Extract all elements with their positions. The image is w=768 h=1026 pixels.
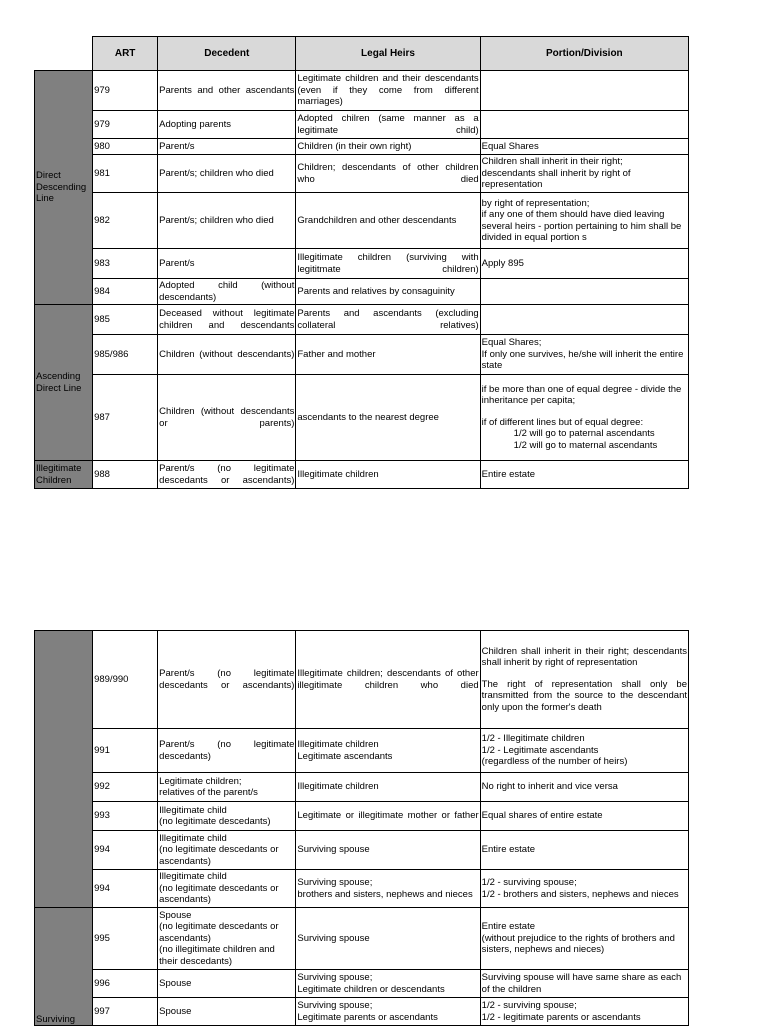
heirs-cell: Legitimate or illegitimate mother or father	[296, 802, 480, 831]
table-row	[35, 335, 689, 375]
decedent-cell: Illegitimate child (no legitimate descedants or ascendants)	[158, 831, 296, 870]
header-portion: Portion/Division	[480, 37, 688, 71]
decedent-cell: Children (without descendants or parents)	[158, 375, 296, 461]
portion-cell: Equal Shares	[480, 139, 688, 155]
portion-cell: Children shall inherit in their right; descendants shall inherit by right of representation	[480, 155, 688, 193]
decedent-cell: Parents and other ascendants	[158, 71, 296, 111]
decedent-cell: Parent/s	[158, 139, 296, 155]
heirs-cell: Illegitimate children (surviving with legititmate children)	[296, 249, 480, 279]
decedent-cell: Parent/s (no legitimate descedants)	[158, 729, 296, 773]
table-row	[35, 375, 689, 461]
portion-cell: Surviving spouse will have same share as each of the children	[480, 970, 688, 998]
decedent-cell: Illegitimate child (no legitimate descedants)	[158, 802, 296, 831]
portion-cell: Equal shares of entire estate	[480, 802, 688, 831]
art-cell: 994	[93, 831, 158, 870]
art-cell: 997	[93, 998, 158, 1026]
portion-cell: Entire estate	[480, 831, 688, 870]
heirs-cell: ascendants to the nearest degree	[296, 375, 480, 461]
decedent-cell: Parent/s; children who died	[158, 193, 296, 249]
portion-cell: Entire estate (without prejudice to the rights of brothers and sisters, nephews and nieces)	[480, 908, 688, 970]
table-row	[35, 71, 689, 111]
heirs-cell: Illegitimate children; descendants of other illegitimate children who died	[296, 631, 480, 729]
category-illegitimate: Illegitimate Children	[35, 461, 93, 489]
art-cell: 982	[93, 193, 158, 249]
succession-table-2	[34, 630, 689, 1026]
decedent-cell: Legitimate children; relatives of the parent/s	[158, 773, 296, 802]
heirs-cell: Illegitimate children	[296, 461, 480, 489]
art-cell: 996	[93, 970, 158, 998]
art-cell: 985/986	[93, 335, 158, 375]
table-row	[35, 998, 689, 1026]
table-row	[35, 908, 689, 970]
table-row	[35, 870, 689, 908]
portion-cell: Apply 895	[480, 249, 688, 279]
category-illegitimate-block	[35, 631, 93, 908]
table-row	[35, 773, 689, 802]
portion-cell: 1/2 - surviving spouse; 1/2 - brothers and sisters, nephews and nieces	[480, 870, 688, 908]
portion-cell	[480, 375, 688, 461]
portion-cell: by right of representation; if any one of them should have died leaving several heirs - portion pertaining to him shall be divided in equal portion s	[480, 193, 688, 249]
portion-line: if of different lines but of equal degree:	[481, 416, 644, 428]
heirs-cell: Grandchildren and other descendants	[296, 193, 480, 249]
heirs-cell: Adopted chilren (same manner as a legitimate child)	[296, 111, 480, 139]
heirs-cell: Surviving spouse; Legitimate children or descendants	[296, 970, 480, 998]
table-row	[35, 729, 689, 773]
art-cell: 984	[93, 279, 158, 305]
art-cell: 980	[93, 139, 158, 155]
art-cell: 987	[93, 375, 158, 461]
decedent-cell: Illegitimate child (no legitimate descedants or ascendants)	[158, 870, 296, 908]
decedent-cell: Spouse	[158, 970, 296, 998]
table-row	[35, 831, 689, 870]
portion-cell: Entire estate	[480, 461, 688, 489]
corner-spacer	[35, 37, 93, 71]
portion-cell: 1/2 - surviving spouse; 1/2 - legitimate parents or ascendants	[480, 998, 688, 1026]
decedent-cell: Parent/s; children who died	[158, 155, 296, 193]
heirs-cell: Father and mother	[296, 335, 480, 375]
header-art: ART	[93, 37, 158, 71]
art-cell: 994	[93, 870, 158, 908]
art-cell: 988	[93, 461, 158, 489]
heirs-cell: Legitimate children and their descendants (even if they come from different marriages)	[296, 71, 480, 111]
art-cell: 992	[93, 773, 158, 802]
art-cell: 995	[93, 908, 158, 970]
table-row	[35, 279, 689, 305]
table-row	[35, 461, 689, 489]
portion-cell: Equal Shares; If only one survives, he/she will inherit the entire state	[480, 335, 688, 375]
portion-cell	[480, 305, 688, 335]
decedent-cell: Deceased without legitimate children and descendants	[158, 305, 296, 335]
art-cell: 979	[93, 71, 158, 111]
portion-line: 1/2 will go to paternal ascendants	[513, 428, 655, 440]
category-surviving: Surviving	[35, 908, 93, 1026]
table-row	[35, 249, 689, 279]
table-row	[35, 155, 689, 193]
heirs-cell: Illegitimate children	[296, 773, 480, 802]
table-row	[35, 631, 689, 729]
heirs-cell: Children (in their own right)	[296, 139, 480, 155]
decedent-cell: Spouse (no legitimate descedants or ascendants) (no illegitimate children and their descedants)	[158, 908, 296, 970]
heirs-cell: Surviving spouse; Legitimate parents or ascendants	[296, 998, 480, 1026]
decedent-cell: Parent/s (no legitimate descedants or ascendants)	[158, 631, 296, 729]
heirs-cell: Surviving spouse	[296, 908, 480, 970]
heirs-cell: Children; descendants of other children who died	[296, 155, 480, 193]
heirs-cell: Illegitimate children Legitimate ascendants	[296, 729, 480, 773]
heirs-cell: Surviving spouse; brothers and sisters, nephews and nieces	[296, 870, 480, 908]
portion-cell: No right to inherit and vice versa	[480, 773, 688, 802]
table-row	[35, 111, 689, 139]
portion-line: if be more than one of equal degree - divide the inheritance per capita;	[481, 383, 682, 407]
decedent-cell: Parent/s (no legitimate descedants or ascendants)	[158, 461, 296, 489]
portion-line: The right of representation shall only be transmitted from the source to the descendant only upon the former's death	[481, 678, 687, 713]
table-row	[35, 305, 689, 335]
succession-table-1	[34, 36, 689, 489]
decedent-cell: Adopted child (without descendants)	[159, 280, 295, 303]
portion-cell	[480, 71, 688, 111]
portion-cell	[480, 111, 688, 139]
art-cell: 985	[93, 305, 158, 335]
table-row	[35, 139, 689, 155]
art-cell: 991	[93, 729, 158, 773]
art-cell: 979	[93, 111, 158, 139]
table-row	[35, 193, 689, 249]
heirs-cell: Parents and relatives by consaguinity	[296, 279, 480, 305]
portion-cell	[480, 279, 688, 305]
category-direct-descending: Direct Descending Line	[35, 71, 93, 305]
heirs-cell: Surviving spouse	[296, 831, 480, 870]
portion-cell: 1/2 - Illegitimate children 1/2 - Legitimate ascendants (regardless of the number of heirs)	[480, 729, 688, 773]
portion-line: Children shall inherit in their right; descendants shall inherit by right of representation	[481, 645, 687, 669]
table-row	[35, 802, 689, 831]
heirs-cell: Parents and ascendants (excluding collateral relatives)	[296, 305, 480, 335]
header-decedent: Decedent	[158, 37, 296, 71]
decedent-cell: Adopting parents	[158, 111, 296, 139]
portion-line: 1/2 will go to maternal ascendants	[513, 439, 658, 451]
table-row	[35, 970, 689, 998]
decedent-cell: Children (without descendants)	[158, 335, 296, 375]
art-cell: 981	[93, 155, 158, 193]
art-cell: 983	[93, 249, 158, 279]
portion-cell	[480, 631, 688, 729]
decedent-cell: Parent/s	[158, 249, 296, 279]
decedent-cell: Spouse	[158, 998, 296, 1026]
art-cell: 989/990	[93, 631, 158, 729]
category-ascending-direct: Ascending Direct Line	[35, 305, 93, 461]
art-cell: 993	[93, 802, 158, 831]
header-legal-heirs: Legal Heirs	[296, 37, 480, 71]
